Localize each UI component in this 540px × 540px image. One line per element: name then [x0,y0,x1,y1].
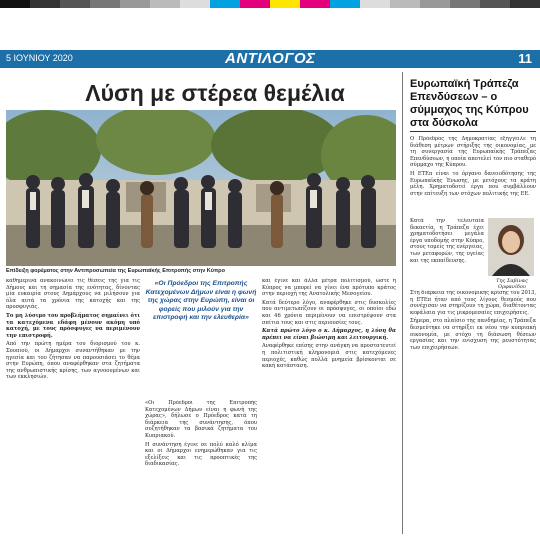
color-swatch [0,0,30,8]
author-portrait [488,218,534,276]
color-swatch [210,0,240,8]
sidebar-rule [410,131,536,132]
col1-paragraph: Το μη λύσιμο του προβλήματος σημαίνει ότι τα κατεχόμενα εδάφη μένουν ακόμη υπό κατοχή, με τους πρόσφυγες να περιμένουν την επιστροφή. [6,312,140,339]
col3-paragraph: Αναφέρθηκε επίσης στην ανάγκη να προστατευτεί η πολιτιστική κληρονομιά στις κατεχόμενες περιοχές, καθώς πολλά μνημεία βρίσκονται σε κακή κατάσταση. [262,343,396,370]
col1-paragraph: Από την πρώτη ημέρα του διορισμού του κ. Σουπιού, οι Δήμαρχοι συναντήθηκαν με την ηγεσία και του ζήτησαν να παρουσιάσει το θέμα στην Ευρώπη, όπου αναφέρθηκαν στα ζητήματα της ανθρωπιστικής κρίσης, των αγνοουμένων και των εκκλησιών. [6,341,140,381]
page-header [0,50,540,68]
col3-paragraph: και έγινε και άλλα μέτρα πολιτισμού, ώστε η Κύπρος να μπορεί να γίνει ένα πρότυπο κράτος στην περιοχή της Ανατολικής Μεσογείου. [262,278,396,298]
col1-paragraph: καθημερινά ανακοινώνει τις θέσεις της για τις Δήμους και τη σημασία της ενότητας, δίνοντας μία ευκαιρία στους Δημάρχους να μιλήσουν για όλα αυτά τα χρόνια της κατοχής και της προσφυγιάς. [6,278,140,311]
page-number: 11 [518,51,532,66]
newspaper-name: ΑΝΤΙΛΟΓΟΣ [225,50,316,67]
color-swatch [30,0,60,8]
sidebar-paragraph: Κατά την τελευταία δεκαετία, η Τράπεζα έχει χρηματοδοτήσει μεγάλα έργα υποδομής στην Κύπρο, στους τομείς της ενέργειας, των μεταφορών, της υγείας και της εκπαίδευσης. [410,218,484,264]
sidebar-paragraph: Στη διάρκεια της οικονομικής κρίσης του 2013, η ΕΤΕπ ήταν από τους λίγους θεσμούς που συνέχισαν να στηρίζουν τη χώρα, διαθέτοντας κεφάλαια για τις μικρομεσαίες επιχειρήσεις. [410,290,536,316]
color-swatch [480,0,510,8]
sidebar-paragraph: Η ΕΤΕπ είναι το όργανο δανειοδότησης της Ευρωπαϊκής Ένωσης, με μετόχους τα κράτη μέλη. Χρηματοδοτεί έργα που συμβάλλουν στην επίτευξη των στόχων πολιτικής της ΕΕ. [410,170,536,197]
sidebar-text-top [410,136,536,216]
pull-quote: «Οι Πρόεδροι της Επιτροπής Κατεχομένων Δήμων είναι η φωνή της χώρας στην Ευρώπη, είναι οι φορείς που μιλούν για την επιστροφή και την ελευθερία» [145,280,257,321]
color-swatch [330,0,360,8]
column-divider [402,72,403,534]
color-swatch [360,0,390,8]
sidebar-text-beside-portrait [410,218,484,286]
color-swatch [150,0,180,8]
article-column-3 [262,278,396,534]
sidebar-paragraph: Ο Πρόεδρος της Δημοκρατίας εξήγγειλε τη διάθεση μέτρων στήριξης της οικονομίας, με τη συνεργασία της Ευρωπαϊκής Τράπεζας Επενδύσεων, η οποία αποτελεί τον πιο σταθερό σύμμαχο της Κύπρου. [410,136,536,169]
color-registration-strip [0,0,540,8]
author-caption: Της Σαβίνας Ορφανίδου [496,278,528,290]
article-photo [6,110,396,266]
color-swatch [510,0,540,8]
sidebar-paragraph: Σήμερα, στο πλαίσιο της πανδημίας, η Τράπεζα δεσμεύτηκε να στηρίξει εκ νέου την κυπριακή οικονομία, με στόχο τη διάσωση θέσεων εργασίας και την ενίσχυση της ρευστότητας των επιχειρήσεων. [410,318,536,351]
color-swatch [270,0,300,8]
color-swatch [180,0,210,8]
color-swatch [300,0,330,8]
color-swatch [90,0,120,8]
sidebar-text-bottom [410,290,536,534]
article-headline: Λύση με στέρεα θεμέλια [85,80,345,106]
article-column-2 [145,400,257,534]
col2-paragraph: «Οι Πρόεδροι της Επιτροπής Κατεχομένων Δήμων είναι η φωνή της χώρας», δήλωσε ο Πρόεδρος κατά τη διάρκεια της συνάντησης, όπου συζητήθηκαν τα βασικά ζητήματα του Κυπριακού. [145,400,257,439]
color-swatch [420,0,450,8]
color-swatch [60,0,90,8]
color-swatch [390,0,420,8]
col2-paragraph: Η συνάντηση έγινε σε πολύ καλό κλίμα και οι Δήμαρχοι ενημερώθηκαν για τις εξελίξεις και τις προοπτικές της διαδικασίας. [145,441,257,468]
article-column-1 [6,278,140,534]
col3-paragraph: Κατά πρώτο λόγο ο κ. Δήμαρχος, η λύση θα πρέπει να είναι βιώσιμη και λειτουργική. [262,328,396,341]
col3-paragraph: Κατά δεύτερο λόγο, αναφέρθηκε στις δυσκολίες που αντιμετωπίζουν οι πρόσφυγες, οι οποίοι εδώ και 46 χρόνια περιμένουν να επιστρέψουν στα σπίτια τους και στις περιουσίες τους. [262,299,396,326]
color-swatch [240,0,270,8]
issue-date: 5 ΙΟΥΝΙΟΥ 2020 [6,53,73,63]
photo-caption: Επίδειξη φορέματος στην Αντιπροσωπεία της Ευρωπαϊκής Επιτροπής στην Κύπρο [6,268,225,274]
color-swatch [450,0,480,8]
color-swatch [120,0,150,8]
sidebar-title: Ευρωπαϊκή Τράπεζα Επενδύσεων – ο σύμμαχος της Κύπρου στα δύσκολα [410,78,529,129]
